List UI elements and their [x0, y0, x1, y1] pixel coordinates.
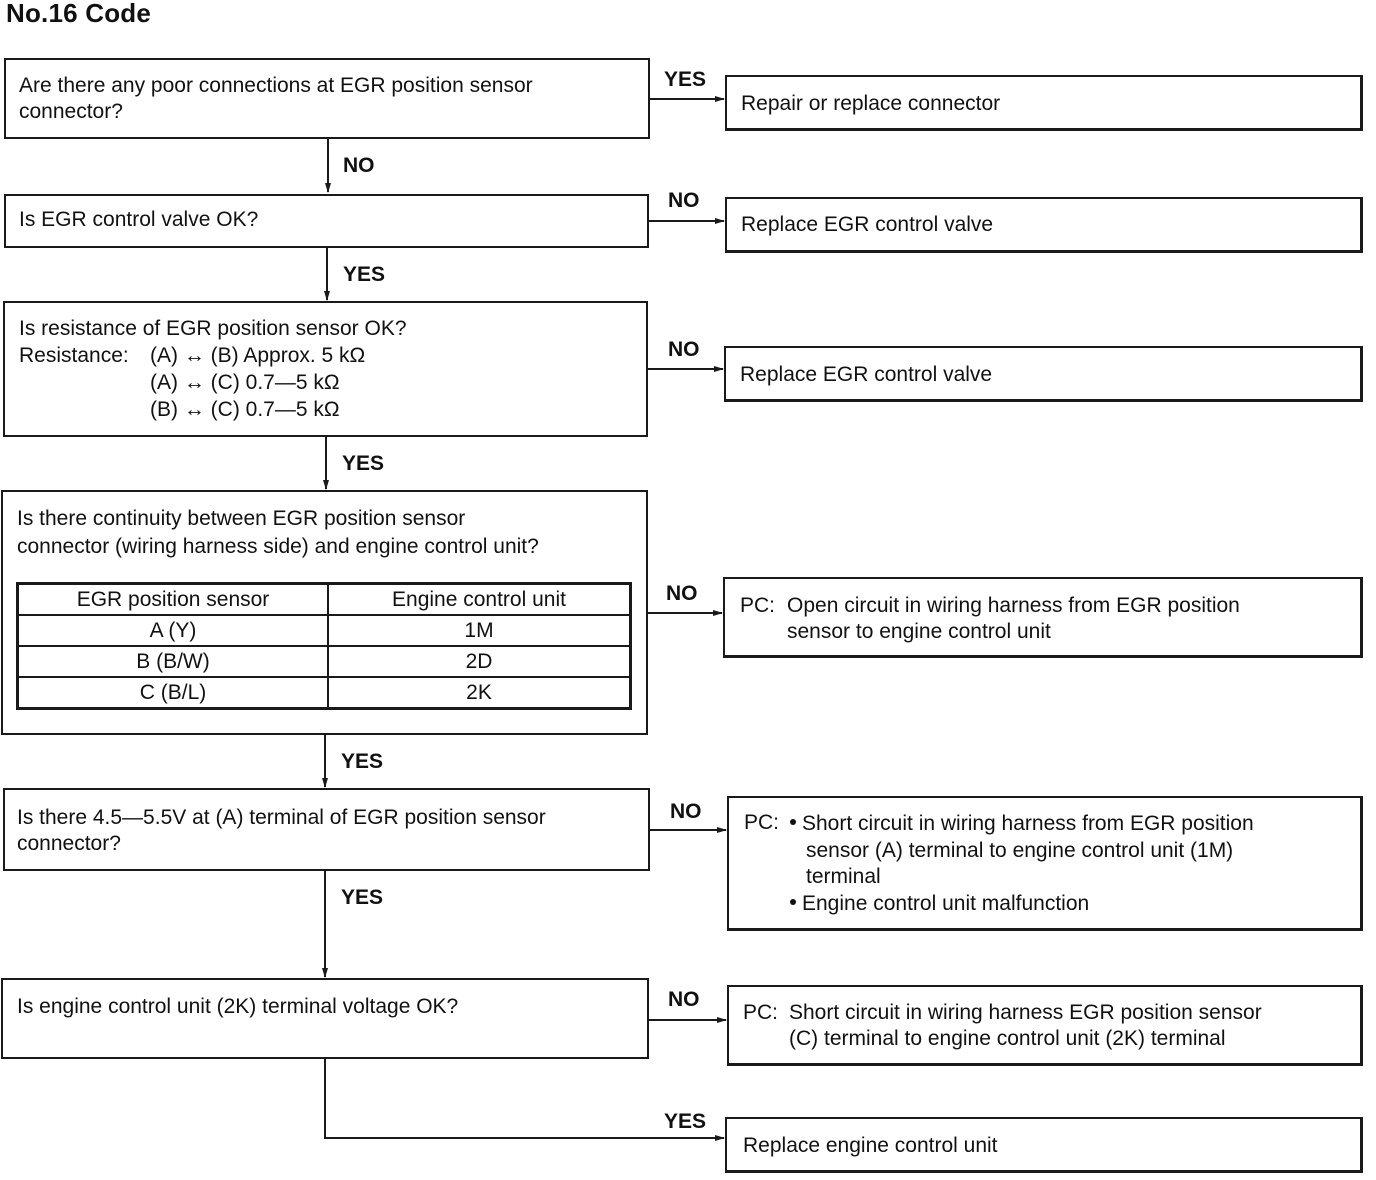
table-header: EGR position sensor	[18, 584, 329, 616]
table-cell: 2K	[328, 677, 631, 709]
bullet-icon	[790, 819, 796, 825]
table-row	[18, 677, 631, 709]
label-yes-5: YES	[341, 886, 384, 909]
question-3-line-1: Is resistance of EGR position sensor OK?	[19, 317, 407, 340]
bullet-icon	[790, 899, 796, 905]
label-no-6: NO	[668, 988, 700, 1011]
result-6-line-1: Short circuit in wiring harness EGR position sensor	[789, 1001, 1262, 1024]
question-1-line-1: Are there any poor connections at EGR position sensor	[19, 74, 533, 97]
label-no-1: NO	[343, 154, 375, 177]
result-1: Repair or replace connector	[741, 92, 1001, 115]
result-final: Replace engine control unit	[743, 1134, 998, 1157]
bullet-text: Engine control unit malfunction	[802, 892, 1090, 915]
table-header: Engine control unit	[328, 584, 631, 616]
label-yes-2: YES	[343, 263, 386, 286]
result-5-prefix: PC:	[744, 811, 780, 834]
label-no-3: NO	[668, 338, 700, 361]
table-cell: C (B/L)	[18, 677, 329, 709]
table-header-row	[18, 584, 631, 616]
resistance-row-1: (A) ↔ (B) Approx. 5 kΩ	[150, 344, 366, 367]
label-no-2: NO	[668, 189, 700, 212]
question-5-line-2: connector?	[17, 832, 121, 855]
result-5-bullet-1-line-3: terminal	[806, 865, 881, 888]
page-title: No.16 Code	[6, 0, 152, 28]
question-4-line-2: connector (wiring harness side) and engine control unit?	[17, 535, 539, 558]
resistance-row-2: (A) ↔ (C) 0.7—5 kΩ	[150, 371, 340, 394]
result-4-prefix: PC:	[740, 594, 776, 617]
label-yes-final: YES	[664, 1110, 707, 1133]
table-row	[18, 615, 631, 646]
question-2-line-1: Is EGR control valve OK?	[19, 208, 259, 231]
label-yes-4: YES	[341, 750, 384, 773]
bullet-text: Short circuit in wiring harness from EGR position	[802, 812, 1254, 835]
table-cell: A (Y)	[18, 615, 329, 646]
continuity-table	[16, 582, 632, 710]
label-yes-3: YES	[342, 452, 385, 475]
result-5-bullet-1-line-1	[790, 811, 1254, 837]
question-1-line-2: connector?	[19, 100, 123, 123]
label-no-5: NO	[670, 800, 702, 823]
table-cell: B (B/W)	[18, 646, 329, 677]
resistance-row-3: (B) ↔ (C) 0.7—5 kΩ	[150, 398, 340, 421]
label-no-4: NO	[666, 582, 698, 605]
result-4-line-2: sensor to engine control unit	[787, 620, 1051, 643]
question-6-line-1: Is engine control unit (2K) terminal voltage OK?	[17, 995, 459, 1018]
result-6-prefix: PC:	[743, 1001, 779, 1024]
table-cell: 2D	[328, 646, 631, 677]
question-4-line-1: Is there continuity between EGR position sensor	[17, 507, 466, 530]
result-5-bullet-1-line-2: sensor (A) terminal to engine control unit (1M)	[806, 839, 1234, 862]
question-5-line-1: Is there 4.5—5.5V at (A) terminal of EGR position sensor	[17, 806, 546, 829]
resistance-label: Resistance:	[19, 344, 129, 367]
result-5-bullet-2	[790, 891, 1089, 917]
result-2: Replace EGR control valve	[741, 213, 994, 236]
table-row	[18, 646, 631, 677]
result-6-line-2: (C) terminal to engine control unit (2K) terminal	[789, 1027, 1226, 1050]
table-cell: 1M	[328, 615, 631, 646]
label-yes-1: YES	[664, 68, 707, 91]
result-3: Replace EGR control valve	[740, 363, 993, 386]
result-4-line-1: Open circuit in wiring harness from EGR position	[787, 594, 1240, 617]
